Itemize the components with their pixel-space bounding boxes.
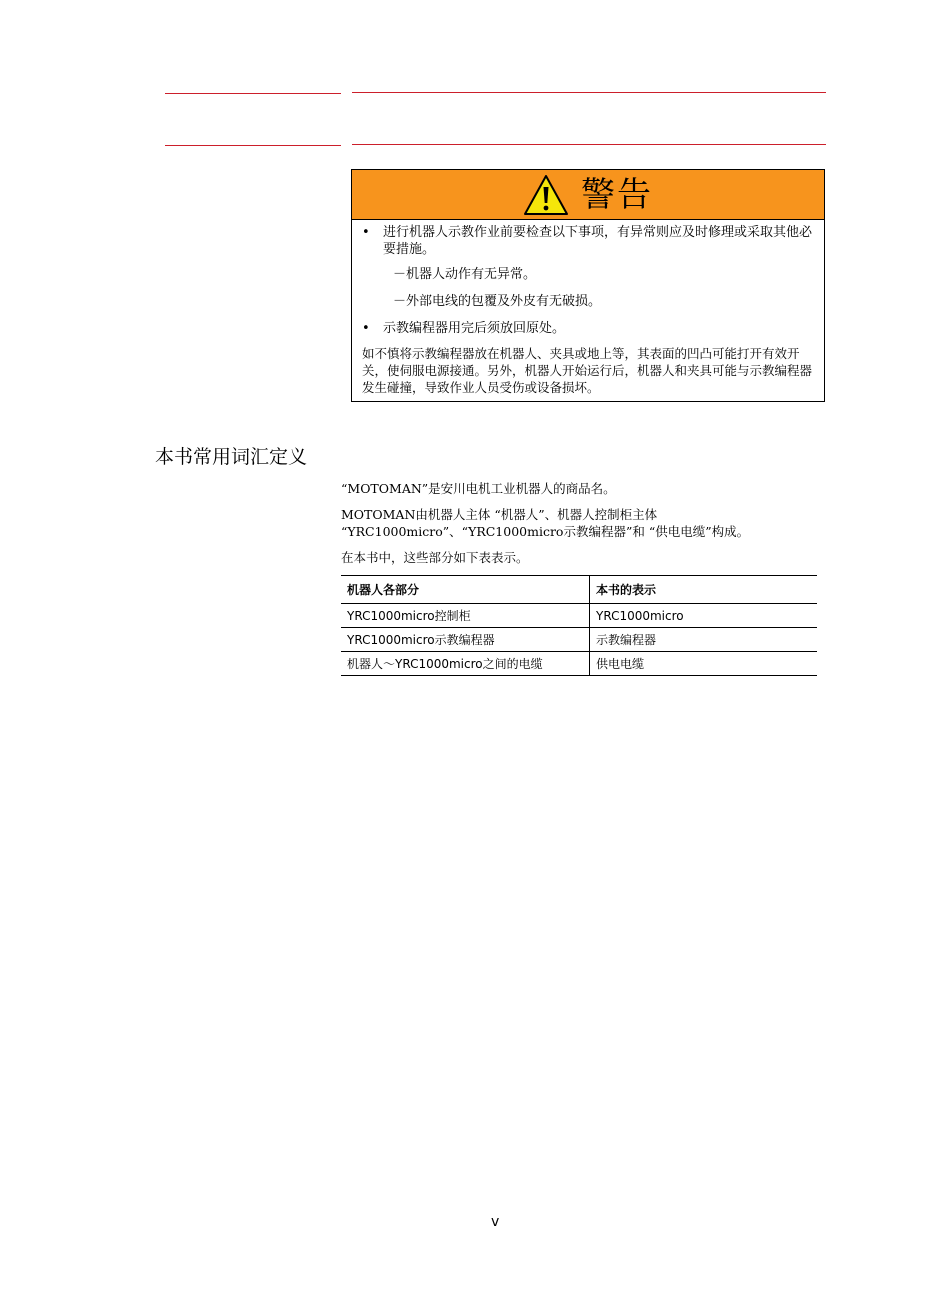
section-title: 本书常用词汇定义 (155, 446, 308, 468)
table-cell: 示教编程器 (590, 628, 818, 652)
table-cell: YRC1000micro (590, 604, 818, 628)
body-paragraph: 在本书中，这些部分如下表表示。 (341, 550, 529, 565)
warning-header (352, 170, 824, 220)
header-rule-left-bottom (165, 145, 341, 146)
table-row (341, 628, 817, 652)
table-header-cell: 本书的表示 (590, 576, 818, 604)
warning-bullet-text: 示教编程器用完后须放回原处。 (383, 321, 566, 336)
header-rule-right-top (352, 92, 826, 93)
warning-note: 如不慎将示教编程器放在机器人、夹具或地上等，其表面的凹凸可能打开有效开关，使伺服电源接通。另外，机器人开始运行后，机器人和夹具可能与示教编程器发生碰撞，导致作业人员受伤或设备损坏。 (362, 346, 813, 395)
warning-bullet (362, 224, 814, 258)
bullet-mark: • (362, 225, 370, 240)
body-paragraph: “MOTOMAN”是安川电机工业机器人的商品名。 (341, 481, 616, 496)
body-paragraph: MOTOMAN由机器人主体 “机器人”、机器人控制柜主体 “YRC1000micro”、“YRC1000micro示教编程器”和 “供电电缆”构成。 (341, 507, 750, 539)
header-rule-left-top (165, 93, 341, 94)
warning-triangle-icon (523, 174, 569, 216)
table-header-cell: 机器人各部分 (341, 576, 590, 604)
terms-table (341, 575, 817, 676)
table-cell: 机器人～YRC1000micro之间的电缆 (341, 652, 590, 676)
warning-bullet (362, 320, 814, 337)
warning-sub-item: －机器人动作有无异常。 (393, 267, 537, 282)
warning-bullet-text: 进行机器人示教作业前要检查以下事项，有异常则应及时修理或采取其他必要措施。 (383, 225, 813, 257)
bullet-mark: • (362, 321, 370, 336)
table-row (341, 652, 817, 676)
warning-box (351, 169, 825, 402)
table-header-row (341, 576, 817, 604)
table-cell: 供电电缆 (590, 652, 818, 676)
header-rule-right-bottom (352, 144, 826, 145)
warning-body (352, 220, 824, 396)
table-cell: YRC1000micro示教编程器 (341, 628, 590, 652)
warning-title: 警告 (581, 174, 653, 215)
page-number: v (491, 1214, 500, 1230)
warning-sub-item: －外部电线的包覆及外皮有无破损。 (393, 294, 602, 309)
table-cell: YRC1000micro控制柜 (341, 604, 590, 628)
table-row (341, 604, 817, 628)
